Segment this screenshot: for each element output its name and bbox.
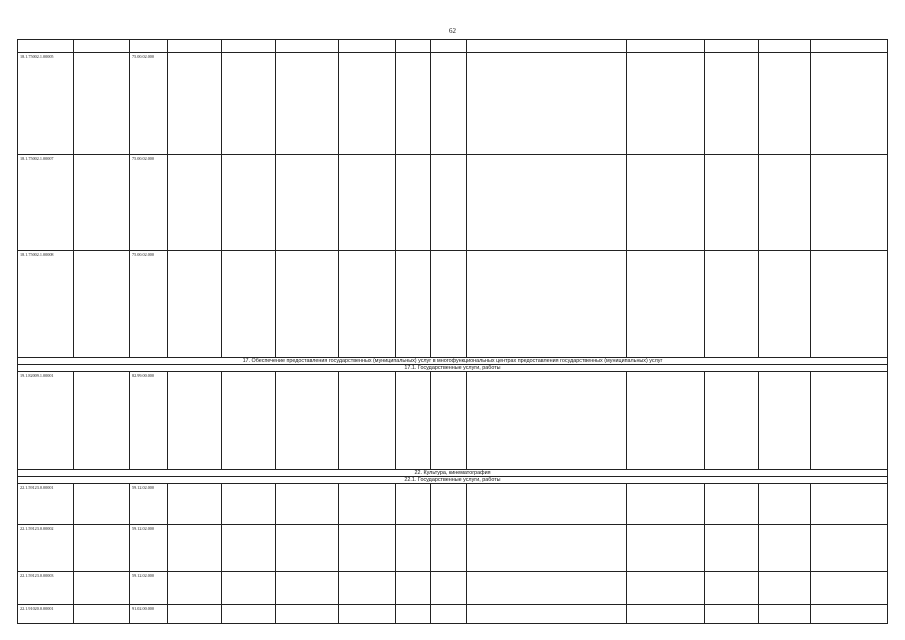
cell-col5 xyxy=(222,605,276,624)
subsection-heading-row xyxy=(18,477,888,484)
cell-name xyxy=(74,525,130,572)
cell-col14 xyxy=(811,40,888,53)
cell-col6 xyxy=(276,484,339,525)
cell-col8 xyxy=(396,155,431,251)
cell-col7 xyxy=(339,53,396,155)
cell-code: 22.1.91020.0.00001 xyxy=(18,605,74,624)
section-heading: 22. Культура, кинематография xyxy=(18,470,888,477)
cell-col10 xyxy=(467,525,627,572)
cell-col5 xyxy=(222,155,276,251)
cell-col6 xyxy=(276,525,339,572)
cell-col14 xyxy=(811,155,888,251)
subsection-heading: 17.1. Государственные услуги, работы xyxy=(18,365,888,372)
cell-name xyxy=(74,372,130,470)
cell-code xyxy=(18,40,74,53)
cell-col11 xyxy=(627,40,705,53)
cell-col5 xyxy=(222,572,276,605)
table-row xyxy=(18,572,888,605)
table-row xyxy=(18,40,888,53)
cell-col10 xyxy=(467,484,627,525)
cell-col14 xyxy=(811,53,888,155)
cell-name xyxy=(74,484,130,525)
cell-col4 xyxy=(168,372,222,470)
cell-col8 xyxy=(396,53,431,155)
cell-col10 xyxy=(467,251,627,358)
page-number: 62 xyxy=(449,27,456,35)
cell-col8 xyxy=(396,572,431,605)
cell-code: 19.1.82009.1.00001 xyxy=(18,372,74,470)
cell-col12 xyxy=(705,372,759,470)
section-heading-row xyxy=(18,358,888,365)
cell-col6 xyxy=(276,372,339,470)
cell-col9 xyxy=(431,251,467,358)
cell-col4 xyxy=(168,484,222,525)
cell-col5 xyxy=(222,372,276,470)
cell-col7 xyxy=(339,40,396,53)
cell-okved: 75.00.02.000 xyxy=(130,251,168,358)
table-row xyxy=(18,251,888,358)
cell-name xyxy=(74,251,130,358)
cell-col7 xyxy=(339,251,396,358)
table-row xyxy=(18,605,888,624)
cell-col7 xyxy=(339,484,396,525)
cell-code: 18.1.75002.1.00008 xyxy=(18,251,74,358)
cell-col11 xyxy=(627,155,705,251)
cell-col5 xyxy=(222,53,276,155)
cell-col13 xyxy=(759,605,811,624)
cell-col11 xyxy=(627,605,705,624)
cell-col12 xyxy=(705,525,759,572)
cell-col4 xyxy=(168,572,222,605)
cell-col6 xyxy=(276,155,339,251)
cell-col13 xyxy=(759,40,811,53)
cell-col7 xyxy=(339,605,396,624)
cell-col11 xyxy=(627,525,705,572)
cell-col6 xyxy=(276,572,339,605)
cell-name xyxy=(74,155,130,251)
cell-col8 xyxy=(396,372,431,470)
section-heading-row xyxy=(18,470,888,477)
cell-col11 xyxy=(627,572,705,605)
cell-col9 xyxy=(431,605,467,624)
cell-col10 xyxy=(467,372,627,470)
cell-col10 xyxy=(467,572,627,605)
cell-col11 xyxy=(627,251,705,358)
cell-col11 xyxy=(627,372,705,470)
cell-col6 xyxy=(276,251,339,358)
cell-col6 xyxy=(276,53,339,155)
cell-col7 xyxy=(339,372,396,470)
cell-col12 xyxy=(705,251,759,358)
cell-col8 xyxy=(396,40,431,53)
cell-col12 xyxy=(705,40,759,53)
cell-col9 xyxy=(431,484,467,525)
cell-code: 22.1.59123.0.00003 xyxy=(18,572,74,605)
cell-col7 xyxy=(339,572,396,605)
cell-col4 xyxy=(168,605,222,624)
cell-col6 xyxy=(276,40,339,53)
cell-col4 xyxy=(168,251,222,358)
cell-okved xyxy=(130,40,168,53)
cell-col9 xyxy=(431,155,467,251)
cell-col11 xyxy=(627,484,705,525)
cell-col14 xyxy=(811,251,888,358)
cell-okved: 82.99.00.000 xyxy=(130,372,168,470)
cell-col13 xyxy=(759,572,811,605)
cell-col8 xyxy=(396,251,431,358)
cell-col13 xyxy=(759,525,811,572)
table-row xyxy=(18,53,888,155)
cell-col4 xyxy=(168,525,222,572)
cell-name xyxy=(74,53,130,155)
cell-col13 xyxy=(759,372,811,470)
cell-col7 xyxy=(339,525,396,572)
cell-col9 xyxy=(431,53,467,155)
cell-col8 xyxy=(396,525,431,572)
cell-col14 xyxy=(811,605,888,624)
cell-code: 22.1.59123.0.00001 xyxy=(18,484,74,525)
cell-col8 xyxy=(396,484,431,525)
cell-col12 xyxy=(705,53,759,155)
cell-col5 xyxy=(222,525,276,572)
cell-name xyxy=(74,605,130,624)
cell-col13 xyxy=(759,155,811,251)
cell-col6 xyxy=(276,605,339,624)
cell-col4 xyxy=(168,53,222,155)
cell-col5 xyxy=(222,40,276,53)
section-heading: 17. Обеспечение предоставления государственных (муниципальных) услуг в многофункциональных центрах предоставления государственных (муниципальных) услуг xyxy=(18,358,888,365)
cell-col14 xyxy=(811,372,888,470)
cell-okved: 75.00.02.000 xyxy=(130,155,168,251)
cell-col12 xyxy=(705,572,759,605)
cell-col10 xyxy=(467,53,627,155)
cell-col13 xyxy=(759,251,811,358)
cell-col9 xyxy=(431,572,467,605)
cell-okved: 59.12.02.000 xyxy=(130,572,168,605)
cell-okved: 59.12.02.000 xyxy=(130,525,168,572)
subsection-heading: 22.1. Государственные услуги, работы xyxy=(18,477,888,484)
cell-col4 xyxy=(168,155,222,251)
cell-col4 xyxy=(168,40,222,53)
table-row xyxy=(18,525,888,572)
services-register-table xyxy=(17,39,888,624)
cell-code: 18.1.75002.1.00007 xyxy=(18,155,74,251)
cell-col9 xyxy=(431,525,467,572)
cell-okved: 59.12.02.000 xyxy=(130,484,168,525)
cell-col14 xyxy=(811,572,888,605)
cell-code: 18.1.75002.1.00005 xyxy=(18,53,74,155)
cell-col5 xyxy=(222,484,276,525)
table-row xyxy=(18,372,888,470)
cell-col13 xyxy=(759,53,811,155)
cell-code: 22.1.59123.0.00002 xyxy=(18,525,74,572)
cell-col14 xyxy=(811,484,888,525)
cell-col10 xyxy=(467,605,627,624)
table-row xyxy=(18,484,888,525)
cell-col8 xyxy=(396,605,431,624)
cell-okved: 75.00.02.000 xyxy=(130,53,168,155)
cell-col12 xyxy=(705,484,759,525)
cell-col7 xyxy=(339,155,396,251)
cell-name xyxy=(74,572,130,605)
cell-col10 xyxy=(467,40,627,53)
cell-col12 xyxy=(705,605,759,624)
cell-okved: 91.02.00.000 xyxy=(130,605,168,624)
subsection-heading-row xyxy=(18,365,888,372)
cell-col9 xyxy=(431,40,467,53)
cell-col12 xyxy=(705,155,759,251)
table-row xyxy=(18,155,888,251)
cell-col9 xyxy=(431,372,467,470)
cell-col14 xyxy=(811,525,888,572)
cell-col5 xyxy=(222,251,276,358)
cell-col13 xyxy=(759,484,811,525)
cell-col10 xyxy=(467,155,627,251)
cell-col11 xyxy=(627,53,705,155)
cell-name xyxy=(74,40,130,53)
